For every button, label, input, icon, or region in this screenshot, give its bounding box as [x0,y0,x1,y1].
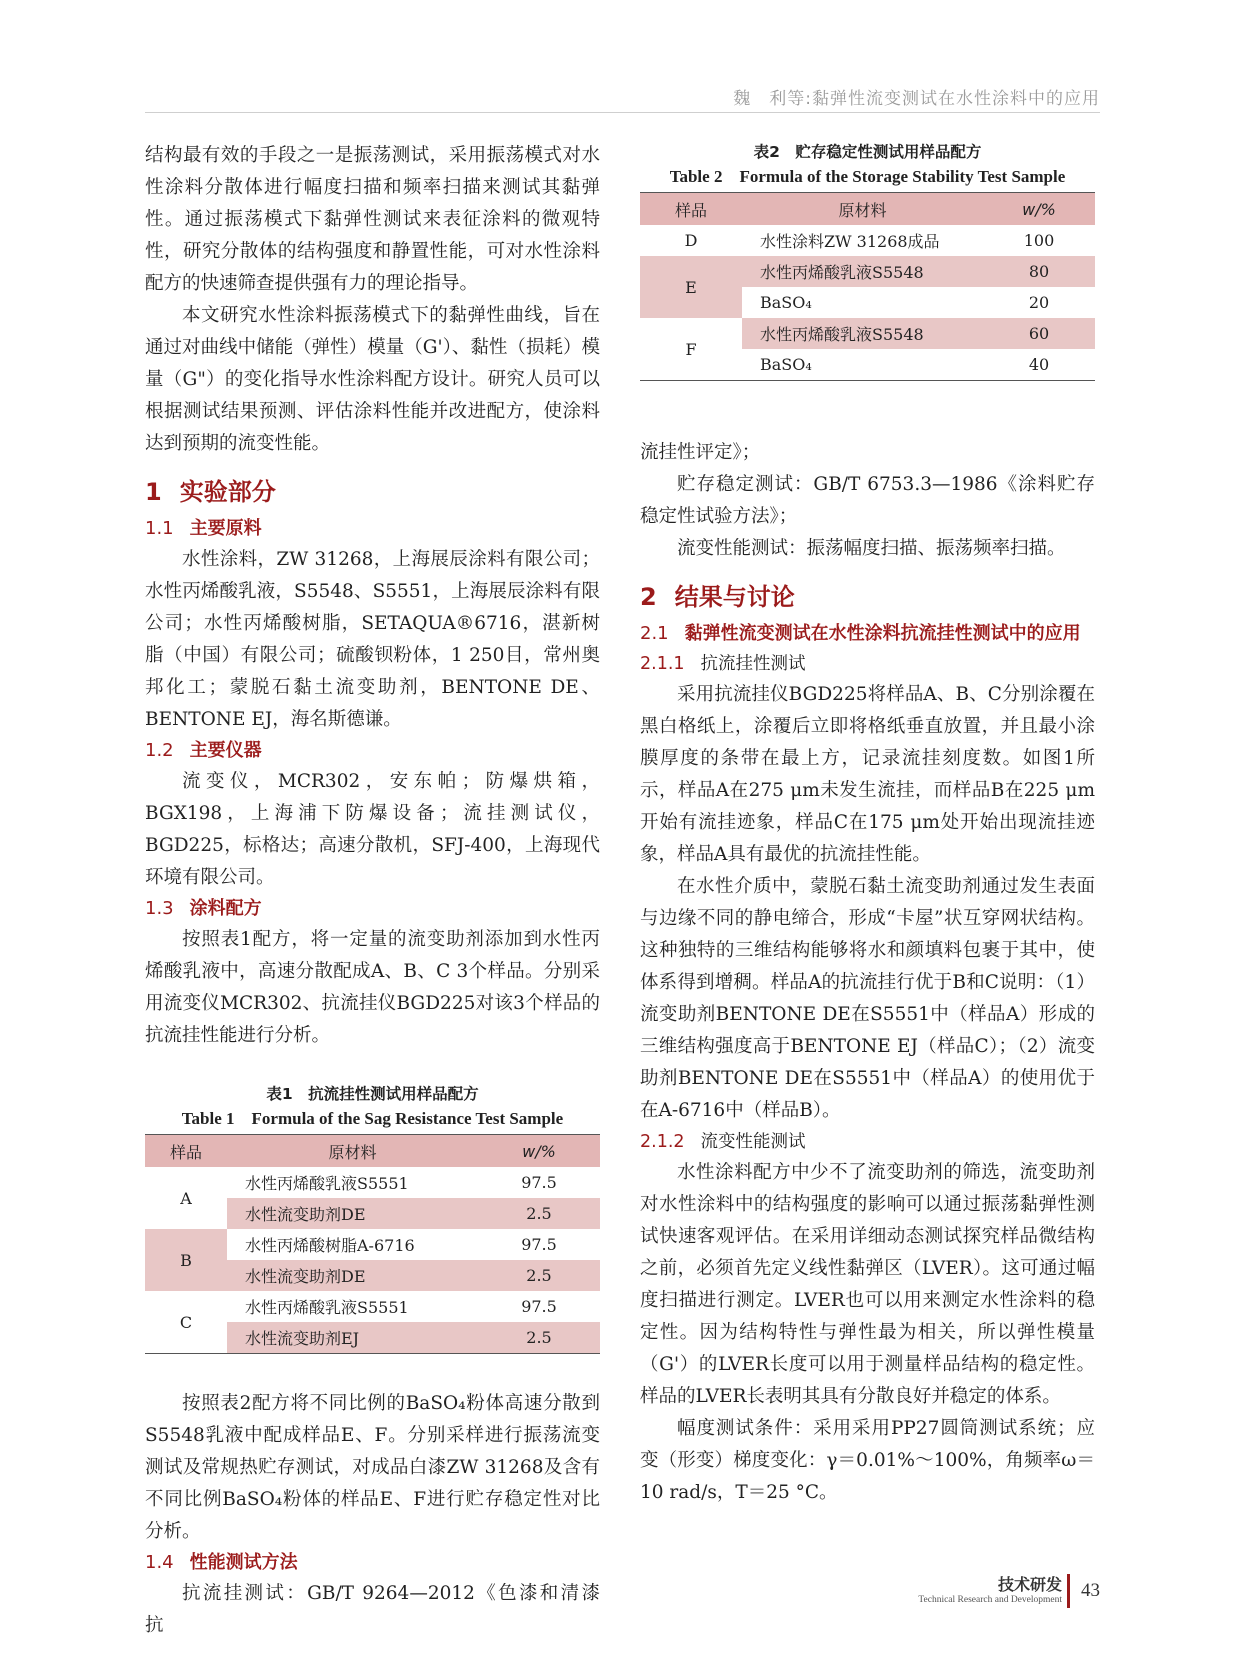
material-cell: 水性丙烯酸树脂A-6716 [245,1236,415,1255]
subsection-1-3-heading [145,894,600,924]
sample-cell: D [684,231,698,250]
footer-section-cn: 技术研发 [997,1575,1062,1594]
subsection-title: 主要仪器 [189,740,262,761]
sample-cell: A [180,1188,192,1208]
w-cell: 2.5 [478,1260,600,1291]
section-number: 2 [640,583,657,611]
w-cell: 60 [983,318,1095,349]
sag-result-paragraph: 采用抗流挂仪BGD225将样品A、B、C分别涂覆在黑白格纸上，涂覆后立即将格纸垂直放置，并且最小涂膜厚度的条带在最上方，记录流挂刻度数。如图1所示，样品A在275 μm未发生流挂，而样品B在225 μm开始有流挂迹象，样品C在175 μm处开始出现流挂迹象，样品A具有最优的抗流挂性能。 [640,684,1095,865]
subsection-2-1-1-heading [640,649,1095,679]
subsection-number: 1.2 [145,740,174,761]
material-cell: 水性流变助剂DE [227,1198,478,1229]
material-cell: 水性丙烯酸乳液S5548 [742,256,983,287]
page-number: 43 [1081,1580,1100,1601]
w-cell: 97.5 [521,1235,557,1254]
table-header-cell: 原材料 [742,193,983,226]
table2-intro-paragraph: 按照表2配方将不同比例的BaSO₄粉体高速分散到S5548乳液中配成样品E、F。分别采样进行振荡流变测试及常规热贮存测试，对成品白漆ZW 31268及含有不同比例BaSO₄粉体的样品E、F进行贮存稳定性对比分析。 [145,1393,600,1542]
table-2-caption-cn: 表2 贮存稳定性测试用样品配方 [753,143,982,161]
subsection-title: 性能测试方法 [189,1552,298,1573]
section-1-heading [145,474,600,510]
table-header-row [640,193,1095,226]
instruments-paragraph: 流变仪，MCR302，安东帕；防爆烘箱，BGX198，上海浦下防爆设备；流挂测试仪，BGD225，标格达；高速分散机，SFJ-400，上海现代环境有限公司。 [145,771,600,888]
subsection-number: 2.1 [640,623,669,644]
section-number: 1 [145,478,162,506]
amplitude-conditions-paragraph: 幅度测试条件：采用采用PP27圆筒测试系统；应变（形变）梯度变化：γ＝0.01%～100%，角频率ω＝10 rad/s，T＝25 °C。 [640,1418,1095,1503]
material-cell: 水性丙烯酸乳液S5548 [742,318,983,349]
w-cell: 80 [983,256,1095,287]
subsection-1-2-heading [145,736,600,766]
material-cell: 水性流变助剂EJ [227,1322,478,1354]
left-column [145,140,619,1642]
clay-mechanism-paragraph: 在水性介质中，蒙脱石黏土流变助剂通过发生表面与边缘不同的静电缔合，形成“卡屋”状互穿网状结构。这种独特的三维结构能够将水和颜填料包裹于其中，使体系得到增稠。样品A的抗流挂行优于B和C说明：（1）流变助剂BENTONE DE在S5551中（样品A）形成的三维结构强度高于BENTONE EJ（样品C）；（2）流变助剂BENTONE DE在S5551中（样品A）的使用优于在A-6716中（样品B）。 [640,876,1095,1121]
materials-paragraph: 水性涂料，ZW 31268，上海展辰涂料有限公司；水性丙烯酸乳液，S5548、S5551，上海展辰涂料有限公司；水性丙烯酸树脂，SETAQUA®6716，湛新树脂（中国）有限公司；硫酸钡粉体，1 250目，常州奥邦化工；蒙脱石黏土流变助剂，BENTONE DE、BENTONE EJ，海名斯德谦。 [145,549,600,730]
table-2-caption-en: Table 2 Formula of the Storage Stability Test Sample [669,167,1066,186]
subsection-1-4-heading [145,1548,600,1578]
w-cell: 97.5 [521,1173,557,1192]
subsection-1-1-heading [145,514,600,544]
rheology-test-paragraph: 流变性能测试：振荡幅度扫描、振荡频率扫描。 [677,538,1066,559]
table-1-caption-en: Table 1 Formula of the Sag Resistance Test Sample [181,1109,564,1128]
subsection-number: 2.1.1 [640,654,685,674]
material-cell: BaSO₄ [742,349,983,381]
section-title: 实验部分 [179,478,276,506]
sample-cell: F [640,318,742,381]
storage-test-paragraph: 贮存稳定测试：GB/T 6753.3—1986《涂料贮存稳定性试验方法》； [640,474,1095,527]
subsection-number: 1.4 [145,1552,174,1573]
w-cell: 2.5 [478,1322,600,1354]
table-header-cell: 样品 [640,193,742,226]
material-cell: 水性丙烯酸乳液S5551 [245,1174,409,1193]
subsection-number: 2.1.2 [640,1132,685,1152]
sample-cell: C [145,1291,227,1354]
table-header-cell: w/% [983,193,1095,226]
page-footer [918,1572,1100,1605]
table-1 [145,1134,600,1354]
table-row [145,1291,600,1322]
table-row [145,1229,600,1260]
section-title: 结果与讨论 [674,583,795,611]
intro-paragraph-1: 结构最有效的手段之一是振荡测试，采用振荡模式对水性涂料分散体进行幅度扫描和频率扫描来测试其黏弹性。通过振荡模式下黏弹性测试来表征涂料的微观特性，研究分散体的结构强度和静置性能，可对水性涂料配方的快速筛查提供强有力的理论指导。 [145,145,600,294]
header-rule [145,112,1100,113]
table-header-cell: 样品 [145,1135,227,1168]
running-header: 魏 利等:黏弹性流变测试在水性涂料中的应用 [733,89,1100,109]
subsection-title: 黏弹性流变测试在水性涂料抗流挂性测试中的应用 [684,623,1081,644]
material-cell: 水性涂料ZW 31268成品 [760,232,940,251]
subsection-2-1-heading [640,619,1095,649]
material-cell: 水性丙烯酸乳液S5551 [245,1298,409,1317]
w-cell: 40 [983,349,1095,381]
formula-paragraph: 按照表1配方，将一定量的流变助剂添加到水性丙烯酸乳液中，高速分散配成A、B、C 3个样品。分别采用流变仪MCR302、抗流挂仪BGD225对该3个样品的抗流挂性能进行分析。 [145,929,600,1046]
sample-cell: B [145,1229,227,1291]
intro-paragraph-2: 本文研究水性涂料振荡模式下的黏弹性曲线，旨在通过对曲线中储能（弹性）模量（G'）、黏性（损耗）模量（G"）的变化指导水性涂料配方设计。研究人员可以根据测试结果预测、评估涂料性能并改进配方，使涂料达到预期的流变性能。 [145,305,600,454]
table-header-row [145,1135,600,1168]
table-row [145,1167,600,1198]
subsection-title: 流变性能测试 [700,1132,806,1152]
footer-divider [1067,1574,1070,1608]
table-row [640,225,1095,256]
section-2-heading [640,579,1095,615]
sample-cell: E [640,256,742,318]
table-1-caption-cn: 表1 抗流挂性测试用样品配方 [266,1085,479,1103]
w-cell: 100 [1023,231,1055,250]
subsection-2-1-2-heading [640,1127,1095,1157]
table-2 [640,192,1095,381]
w-cell: 97.5 [521,1297,557,1316]
table-header-cell: 原材料 [227,1135,478,1168]
footer-section-en: Technical Research and Development [918,1595,1062,1605]
table-row [640,256,1095,287]
w-cell: 2.5 [478,1198,600,1229]
material-cell: 水性流变助剂DE [227,1260,478,1291]
w-cell: 20 [1028,293,1050,312]
subsection-number: 1.1 [145,518,174,539]
subsection-title: 主要原料 [189,518,262,539]
table-row [640,318,1095,349]
continued-paragraph: 流挂性评定》； [640,442,761,463]
subsection-number: 1.3 [145,898,174,919]
sag-test-paragraph: 抗流挂测试：GB/T 9264—2012《色漆和清漆 抗 [145,1583,619,1636]
subsection-title: 涂料配方 [189,898,262,919]
subsection-title: 抗流挂性测试 [700,654,806,674]
material-cell: BaSO₄ [760,293,812,312]
lver-paragraph: 水性涂料配方中少不了流变助剂的筛选，流变助剂对水性涂料中的结构强度的影响可以通过振荡黏弹性测试快速客观评估。在采用详细动态测试探究样品微结构之前，必须首先定义线性黏弹区（LVER）。这可通过幅度扫描进行测定。LVER也可以用来测定水性涂料的稳定性。因为结构特性与弹性最为相关，所以弹性模量（G'）的LVER长度可以用于测量样品结构的稳定性。样品的LVER长表明其具有分散良好并稳定的体系。 [640,1162,1095,1407]
right-column [640,140,1095,1509]
table-header-cell: w/% [478,1135,600,1168]
